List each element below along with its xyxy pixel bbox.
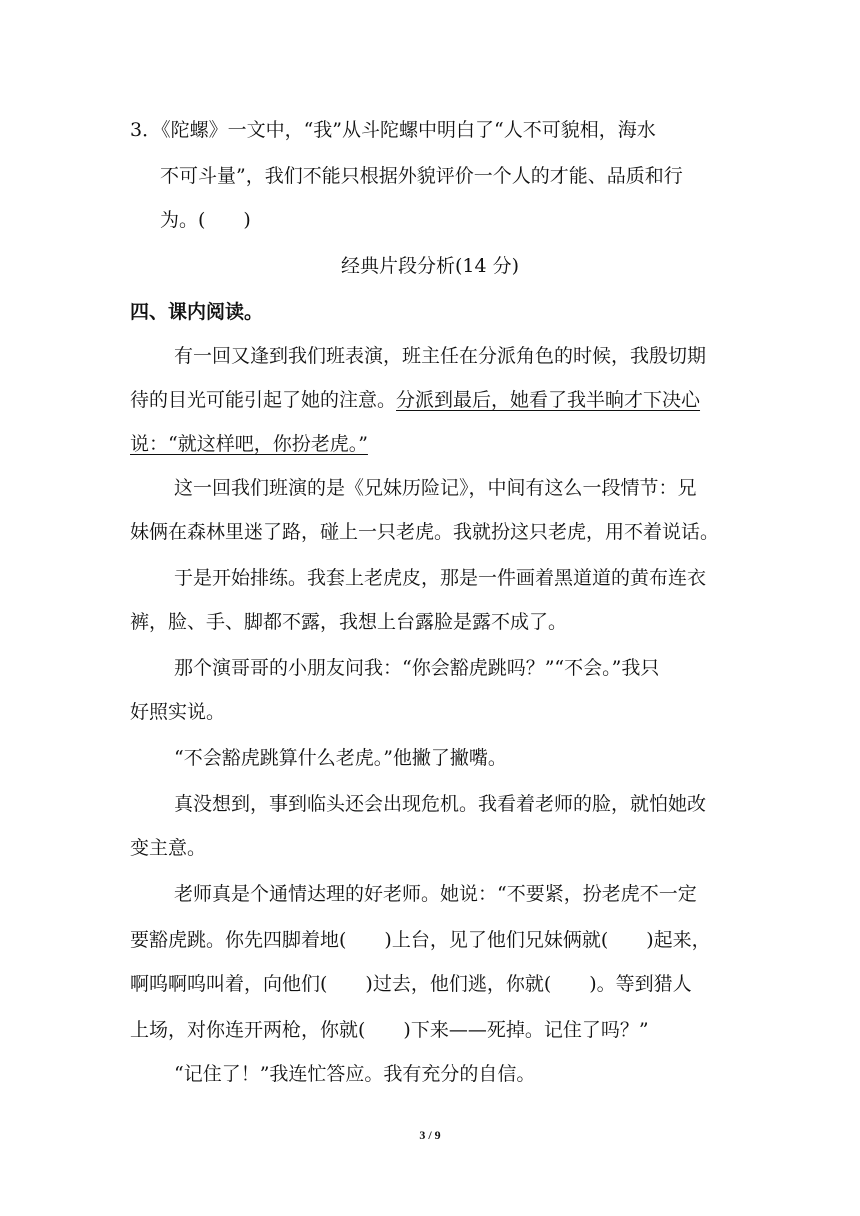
- passage-p1-line-1: 有一回又逢到我们班表演，班主任在分派角色的时候，我殷切期: [174, 345, 707, 367]
- passage-p3-line-1: 于是开始排练。我套上老虎皮，那是一件画着黑道道的黄布连衣: [174, 567, 707, 589]
- passage-p5-line-1: “不会豁虎跳算什么老虎。”他撇了撇嘴。: [174, 747, 507, 769]
- passage-p2-line-2: 妹俩在森林里迷了路，碰上一只老虎。我就扮这只老虎，用不着说话。: [130, 521, 720, 543]
- question-3-line-1: 3．《陀螺》一文中，“我”从斗陀螺中明白了“人不可貌相，海水: [130, 119, 656, 141]
- passage-p7-line-2: 要豁虎跳。你先四脚着地( )上台，见了他们兄妹俩就( )起来，: [130, 929, 711, 951]
- underlined-sentence-part-2: 说：“就这样吧，你扮老虎。”: [130, 433, 368, 455]
- section-title: 经典片段分析(14 分): [340, 255, 520, 277]
- passage-p2-line-1: 这一回我们班演的是《兄妹历险记》，中间有这么一段情节：兄: [174, 477, 697, 499]
- passage-p8-line-1: “记住了！”我连忙答应。我有充分的自信。: [174, 1063, 536, 1085]
- passage-p4-line-2: 好照实说。: [130, 701, 226, 723]
- passage-p7-line-4: 上场，对你连开两枪，你就( )下来——死掉。记住了吗？”: [130, 1019, 649, 1041]
- passage-p4-line-1: 那个演哥哥的小朋友问我：“你会豁虎跳吗？”“不会。”我只: [174, 657, 660, 679]
- passage-p7-line-1: 老师真是个通情达理的好老师。她说：“不要紧，扮老虎不一定: [174, 883, 697, 905]
- question-3-line-3: 为。( ): [160, 209, 251, 231]
- page-number: 3 / 9: [419, 1128, 441, 1142]
- passage-p7-line-3: 啊呜啊呜叫着，向他们( )过去，他们逃，你就( )。等到猎人: [130, 973, 692, 995]
- passage-p6-line-1: 真没想到，事到临头还会出现危机。我看着老师的脸，就怕她改: [174, 793, 707, 815]
- question-3-line-2: 不可斗量”，我们不能只根据外貌评价一个人的才能、品质和行: [160, 165, 683, 187]
- passage-p6-line-2: 变主意。: [130, 837, 207, 859]
- passage-p1-line-3: [130, 432, 730, 456]
- passage-p1-line-2: [130, 388, 730, 412]
- passage-p1-line-2-plain: 待的目光可能引起了她的注意。: [130, 389, 397, 411]
- underlined-sentence-part-1: 分派到最后，她看了我半晌才下决心: [396, 389, 701, 411]
- passage-p3-line-2: 裤，脸、手、脚都不露，我想上台露脸是露不成了。: [130, 611, 568, 633]
- part-heading: 四、课内阅读。: [130, 301, 264, 323]
